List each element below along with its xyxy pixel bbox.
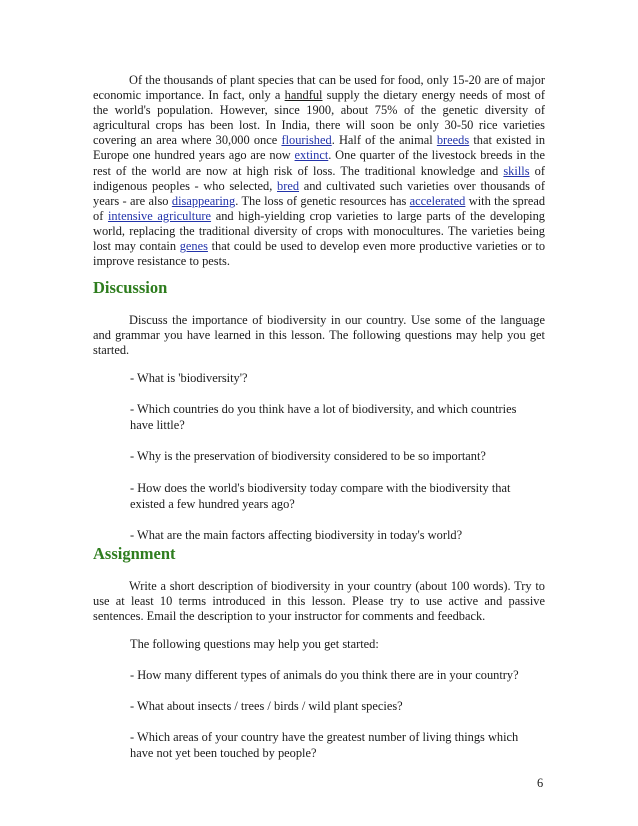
glossary-link-handful[interactable]: handful xyxy=(284,88,323,103)
glossary-link-breeds[interactable]: breeds xyxy=(436,133,470,148)
glossary-link-accelerated[interactable]: accelerated xyxy=(409,193,466,208)
page-number: 6 xyxy=(537,776,544,790)
glossary-link-genes[interactable]: genes xyxy=(179,239,208,254)
assignment-question: - How many different types of animals do you think there are in your country? xyxy=(130,668,519,682)
text-run: and high-yielding crop varieties to large parts of the developing world, replacing the traditional diversity of crops with monocultures. The varieties being lost may contain xyxy=(93,208,545,254)
text-run: . Half of the animal xyxy=(331,133,437,148)
discussion-question: - Why is the preservation of biodiversity considered to be so important? xyxy=(130,449,486,463)
glossary-link-extinct[interactable]: extinct xyxy=(294,148,329,163)
text-run: Of the thousands of plant species that can be used for food, only 15-20 are of major economic importance. In fact, only a xyxy=(93,73,545,103)
text-run: that existed in Europe one hundred years ago are now xyxy=(93,133,546,163)
glossary-link-intensive-agriculture[interactable]: intensive agriculture xyxy=(107,208,212,223)
discussion-question: - Which countries do you think have a lot of biodiversity, and which countries have little? xyxy=(130,402,517,432)
glossary-link-skills[interactable]: skills xyxy=(503,163,530,178)
text-run: that could be used to develop even more productive varieties or to improve resistance to pests. xyxy=(93,239,546,269)
text-run: and cultivated such varieties over thousands of years - are also xyxy=(93,178,545,208)
assignment-question: - What about insects / trees / birds / wild plant species? xyxy=(130,699,403,713)
text-run: . The loss of genetic resources has xyxy=(235,193,410,208)
intro-paragraph xyxy=(93,73,545,269)
discussion-question: - How does the world's biodiversity today compare with the biodiversity that existed a few hundred years ago? xyxy=(130,481,511,511)
text-run: . One quarter of the livestock breeds in the rest of the world are now at high risk of loss. The traditional knowledge and xyxy=(93,148,545,178)
assignment-question: - Which areas of your country have the greatest number of living things which have not yet been touched by people? xyxy=(130,730,519,760)
glossary-link-disappearing[interactable]: disappearing xyxy=(171,193,236,208)
assignment-followup: The following questions may help you get started: xyxy=(130,637,379,651)
assignment-heading: Assignment xyxy=(93,544,176,563)
assignment-intro: Write a short description of biodiversity in your country (about 100 words). Try to use at least 10 terms introduced in this lesson. Please try to use active and passive sentences. Email the description to your instructor for comments and feedback. xyxy=(93,579,545,624)
text-run: of indigenous peoples - who selected, xyxy=(93,163,545,193)
glossary-link-bred[interactable]: bred xyxy=(277,178,300,193)
text-run: supply the dietary energy needs of most of the world's population. However, since 1900, about 75% of the genetic diversity of agricultural crops has been lost. In India, there will soon be only 30-50 rice varieties covering an area where 30,000 once xyxy=(93,88,545,148)
discussion-heading: Discussion xyxy=(93,278,168,297)
discussion-question: - What is 'biodiversity'? xyxy=(130,371,248,385)
discussion-intro: Discuss the importance of biodiversity in our country. Use some of the language and grammar you have learned in this lesson. The following questions may help you get started. xyxy=(93,313,545,358)
text-run: with the spread of xyxy=(93,193,546,223)
discussion-question: - What are the main factors affecting biodiversity in today's world? xyxy=(130,528,463,542)
glossary-link-flourished[interactable]: flourished xyxy=(281,133,332,148)
